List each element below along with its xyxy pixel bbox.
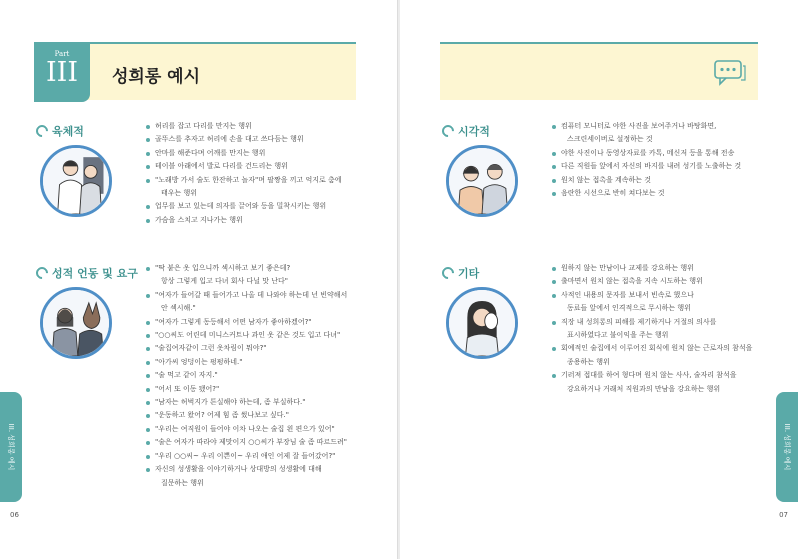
part-label: Part: [54, 50, 70, 58]
list-item: "어서 또 이동 됐어?": [146, 383, 347, 396]
illustration-verbal: [40, 287, 112, 359]
list-item: "술 먹고 같이 자지.": [146, 369, 347, 382]
list-item: "딱 붙은 옷 입으니까 섹시하고 보기 좋은데?: [146, 262, 347, 275]
list-item: "노래방 가서 술도 한잔하고 놀자"며 팔짱을 끼고 억지로 춤에: [146, 174, 342, 187]
section-title-text: 육체적: [52, 125, 84, 138]
list-item: 골뚜스를 추자고 허리에 손을 대고 쓰다듬는 행위: [146, 133, 342, 146]
list-item: 원치 않는 접촉을 계속하는 것: [552, 174, 741, 187]
section-title-physical: [36, 123, 84, 139]
list-item: "술집여자같이 그런 옷차림이 뭐야?": [146, 342, 347, 355]
list-item-continuation: 종용하는 행위: [567, 357, 610, 366]
part-badge: [34, 42, 90, 102]
right-page: [400, 0, 798, 559]
list-item: "우리 ○○씨~ 우리 이쁜이~ 우리 애인 어제 잘 들어갔어?": [146, 450, 347, 463]
section-title-text: 시각적: [458, 125, 490, 138]
list-item: "술은 여자가 따라야 제맛이지 ○○씨가 부장님 술 좀 따르드려": [146, 436, 347, 449]
list-item: 가슴을 스치고 지나가는 행위: [146, 214, 342, 227]
list-item-continuation: 스크린세이버로 설정하는 것: [567, 135, 653, 144]
circle-arrow-icon: [34, 265, 51, 282]
side-tab-label: III. 성희롱 예시: [783, 423, 791, 471]
list-item: 허리를 잡고 다리를 만지는 행위: [146, 120, 342, 133]
list-item: 음란한 시선으로 반히 쳐다보는 것: [552, 187, 741, 200]
illustration-visual: [446, 145, 518, 217]
chat-bubble-icon: [714, 58, 746, 86]
list-item-continuation: 표시하였다고 불이익을 주는 행위: [567, 331, 669, 340]
physical-list: [146, 120, 342, 227]
page-number: 06: [10, 511, 19, 519]
list-item: "우리는 여직원이 들어야 이차 나오는 술집 왼 편으가 있어": [146, 423, 347, 436]
list-item: 야한 사진이나 동영상자료를 카톡, 메신저 등을 통해 전송: [552, 147, 741, 160]
list-item: 직장 내 성희롱의 피해를 제기하거나 거절의 의사를: [552, 316, 752, 329]
illustration-other: [446, 287, 518, 359]
page-number: 07: [779, 511, 788, 519]
list-item: 회예적인 술집에서 이루어진 회식에 원치 않는 근로자의 참석을: [552, 342, 752, 355]
list-item: 기러져 접대를 하여 형다며 원치 않는 사사, 술자리 참석을: [552, 369, 752, 382]
list-item-continuation: 안 섹시해.": [161, 304, 196, 313]
side-tab: [776, 392, 798, 502]
illustration-physical: [40, 145, 112, 217]
list-item: "아가씨 엉덩이는 펑펑하네.": [146, 356, 347, 369]
list-item: 다른 직원들 앞에서 자신의 바지를 내려 성기를 노출하는 것: [552, 160, 741, 173]
list-item: "여자가 들어갈 때 들어가고 나올 데 나와야 하는데 넌 빈약해서: [146, 289, 347, 302]
verbal-list: [146, 262, 347, 490]
page-header: [34, 42, 356, 100]
physical-harassment-illustration-icon: [43, 148, 109, 214]
section-title-visual: [442, 123, 490, 139]
section-title-text: 성적 언동 및 요구: [52, 267, 138, 280]
list-item: 업무를 보고 있는데 의자를 끌어와 등을 밀착시키는 행위: [146, 200, 342, 213]
circle-arrow-icon: [34, 123, 51, 140]
list-item: "○○씨도 어린데 미니스커트나 과인 옷 같은 것도 입고 다녀": [146, 329, 347, 342]
list-item: 안마를 해준다며 어깨를 만지는 행위: [146, 147, 342, 160]
circle-arrow-icon: [440, 123, 457, 140]
list-item: 원하지 않는 만남이나 교제를 강요하는 행위: [552, 262, 752, 275]
list-item: 컴퓨터 모니터로 야한 사진을 보여주거나 바탕화면,: [552, 120, 741, 133]
list-item: 자신의 성생활을 이야기하거나 상대방의 성생활에 대해: [146, 463, 347, 476]
visual-list: [552, 120, 741, 200]
part-number: III: [46, 57, 78, 88]
list-item: "운동하고 왔어? 어제 힘 좀 썼나보고 싶다.": [146, 409, 347, 422]
list-item-continuation: 질문하는 행위: [161, 478, 204, 487]
list-item: 사적인 내용의 문자를 보내서 빈속로 했으나: [552, 289, 752, 302]
list-item-continuation: 항상 그렇게 입고 다녀 회사 다닐 맛 난다": [161, 277, 288, 286]
list-item-continuation: 태우는 행위: [161, 189, 198, 198]
circle-arrow-icon: [440, 265, 457, 282]
side-tab-label: III. 성희롱 예시: [7, 423, 15, 471]
list-item-continuation: 동료들 앞에서 인격적으로 무시하는 행위: [567, 304, 691, 313]
section-title-verbal: [36, 265, 138, 281]
list-item: "남자는 허벅지가 튼실해야 하는데, 좀 부실하다.": [146, 396, 347, 409]
visual-harassment-illustration-icon: [449, 148, 515, 214]
section-title-text: 기타: [458, 267, 480, 280]
other-list: [552, 262, 752, 396]
verbal-harassment-illustration-icon: [43, 290, 109, 356]
list-item: "여자가 그렇게 동등해서 어떤 남자가 좋아하겠어?": [146, 316, 347, 329]
page-header: [440, 42, 758, 100]
list-item: 테이블 아래에서 발로 다리를 건드리는 행위: [146, 160, 342, 173]
side-tab: [0, 392, 22, 502]
left-page: [0, 0, 398, 559]
section-title-other: [442, 265, 479, 281]
list-item: 출마면서 원치 않는 접촉을 지속 시도하는 행위: [552, 275, 752, 288]
list-item-continuation: 강요하거나 거래처 직원과의 만남을 강요하는 행위: [567, 384, 721, 393]
other-harassment-illustration-icon: [449, 290, 515, 356]
page-title: 성희롱 예시: [112, 67, 201, 87]
